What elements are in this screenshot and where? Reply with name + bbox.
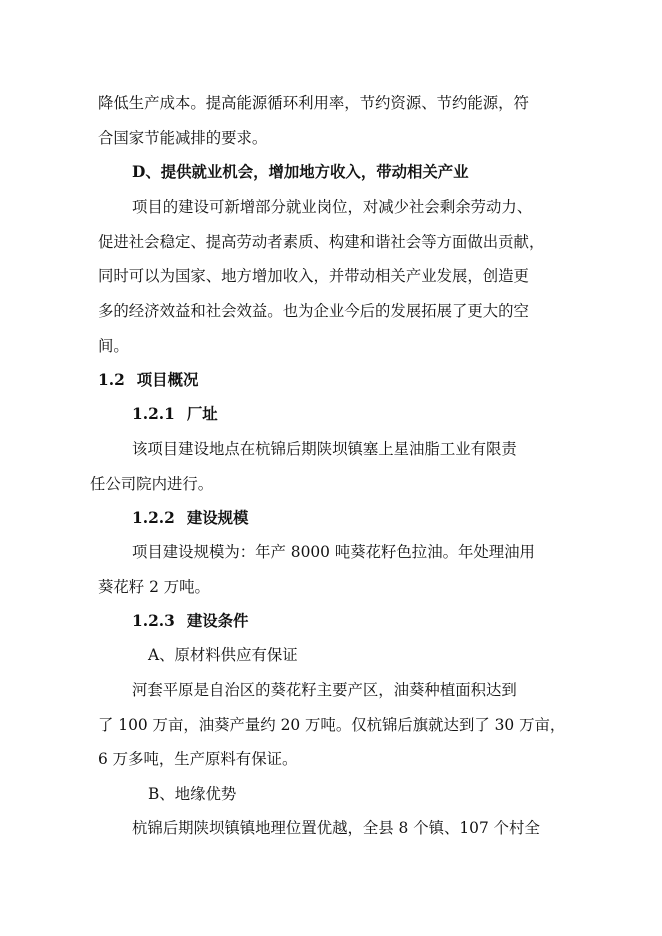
section-heading-1-2-2 xyxy=(132,508,248,528)
body-text-line: 葵花籽 2 万吨。 xyxy=(98,578,210,596)
body-text-line: 间。 xyxy=(98,337,129,355)
section-heading-1-2 xyxy=(98,370,198,390)
body-text-line: 项目的建设可新增部分就业岗位，对减少社会剩余劳动力、 xyxy=(132,198,533,216)
body-text-line: 任公司院内进行。 xyxy=(90,475,214,493)
body-text-line: 促进社会稳定、提高劳动者素质、构建和谐社会等方面做出贡献， xyxy=(98,233,545,251)
body-text-line: 多的经济效益和社会效益。也为企业今后的发展拓展了更大的空 xyxy=(98,302,529,320)
section-number: 1.2.3 xyxy=(132,612,175,630)
section-heading-1-2-1 xyxy=(132,404,218,424)
section-number: 1.2.1 xyxy=(132,405,175,423)
section-title: 建设条件 xyxy=(186,612,249,630)
condition-a-title: A、原材料供应有保证 xyxy=(148,646,298,664)
section-title: 项目概况 xyxy=(136,371,199,389)
body-text-line: 合国家节能减排的要求。 xyxy=(98,129,268,147)
body-text-line: 6 万多吨，生产原料有保证。 xyxy=(98,750,298,768)
body-text-line: 该项目建设地点在杭锦后期陕坝镇塞上星油脂工业有限责 xyxy=(132,440,517,458)
condition-b-title: B、地缘优势 xyxy=(148,785,237,803)
body-text-line: 项目建设规模为：年产 8000 吨葵花籽色拉油。年处理油用 xyxy=(132,543,535,561)
body-text-line: 了 100 万亩，油葵产量约 20 万吨。仅杭锦后旗就达到了 30 万亩， xyxy=(98,716,566,734)
subsection-heading-d: D、提供就业机会，增加地方收入，带动相关产业 xyxy=(132,163,469,181)
section-title: 厂址 xyxy=(186,405,218,423)
body-text-line: 杭锦后期陕坝镇镇地理位置优越，全县 8 个镇、107 个村全 xyxy=(132,819,540,837)
body-text-line: 降低生产成本。提高能源循环利用率，节约资源、节约能源，符 xyxy=(98,94,529,112)
section-title: 建设规模 xyxy=(186,509,249,527)
section-heading-1-2-3 xyxy=(132,611,248,631)
body-text-line: 河套平原是自治区的葵花籽主要产区，油葵种植面积达到 xyxy=(132,681,517,699)
section-number: 1.2.2 xyxy=(132,509,175,527)
body-text-line: 同时可以为国家、地方增加收入，并带动相关产业发展，创造更 xyxy=(98,267,529,285)
section-number: 1.2 xyxy=(98,371,125,389)
